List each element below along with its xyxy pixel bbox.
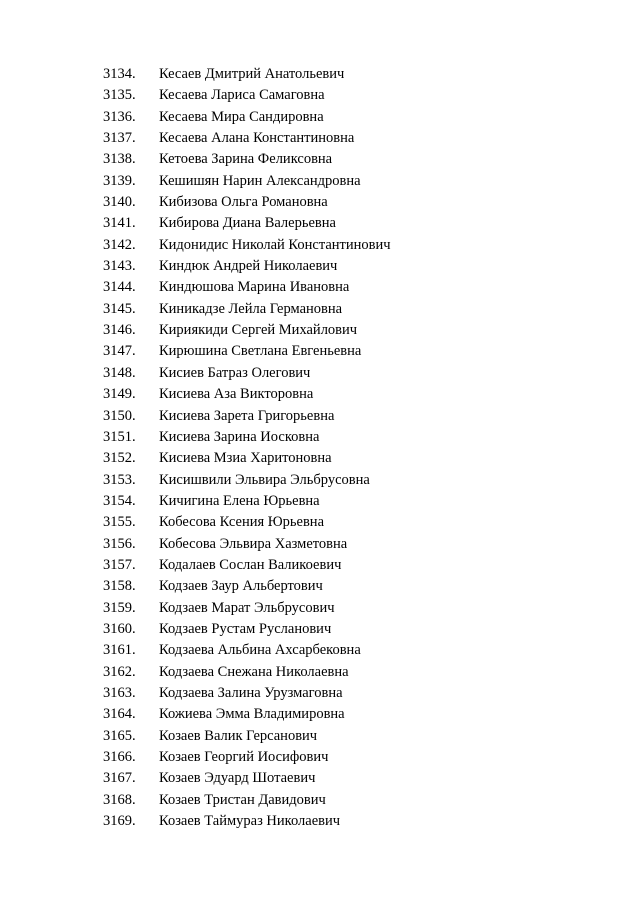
entry-number: 3155.: [103, 514, 136, 531]
entry-number: 3151.: [103, 428, 136, 445]
entry-name: Кодзаева Снежана Николаевна: [159, 663, 349, 680]
entry-name: Кибирова Диана Валерьевна: [159, 215, 336, 232]
list-item: [0, 341, 640, 362]
entry-name: Козаев Валик Герсанович: [159, 727, 318, 744]
entry-number: 3168.: [103, 791, 136, 808]
entry-number: 3138.: [103, 151, 136, 168]
entry-number: 3166.: [103, 749, 136, 765]
entry-number: 3139.: [103, 172, 136, 189]
entry-number: 3154.: [103, 492, 136, 509]
list-item: [0, 619, 640, 640]
entry-number: 3141.: [103, 215, 136, 232]
entry-number: 3143.: [103, 258, 136, 275]
entry-name: Кидонидис Николай Константинович: [159, 236, 391, 253]
entry-name: Кесаева Мира Сандировна: [159, 108, 324, 125]
list-item: [0, 790, 640, 811]
list-item: [0, 277, 640, 298]
entry-number: 3144.: [103, 279, 136, 296]
list-item: [0, 128, 640, 149]
entry-number: 3147.: [103, 343, 136, 360]
list-item: [0, 512, 640, 533]
entry-name: Козаев Эдуард Шотаевич: [159, 770, 316, 787]
entry-number: 3158.: [103, 578, 136, 595]
entry-number: 3142.: [103, 236, 136, 253]
list-item: [0, 171, 640, 192]
entry-name: Кодалаев Сослан Валикоевич: [159, 556, 342, 573]
name-list: [0, 64, 640, 832]
entry-name: Кожиева Эмма Владимировна: [159, 706, 345, 723]
entry-number: 3156.: [103, 535, 136, 552]
entry-name: Киникадзе Лейла Германовна: [159, 300, 343, 317]
entry-number: 3167.: [103, 770, 136, 787]
entry-name: Кодзаев Заур Альбертович: [159, 578, 323, 595]
list-item: [0, 299, 640, 320]
entry-number: 3134.: [103, 66, 136, 82]
entry-name: Кесаев Дмитрий Анатольевич: [159, 66, 345, 82]
entry-number: 3140.: [103, 194, 136, 211]
entry-name: Козаев Таймураз Николаевич: [159, 813, 341, 830]
entry-name: Кибизова Ольга Романовна: [159, 194, 328, 211]
entry-number: 3159.: [103, 599, 136, 616]
list-item: [0, 448, 640, 469]
list-item: [0, 555, 640, 576]
entry-name: Кисиева Зарета Григорьевна: [159, 407, 335, 424]
entry-name: Кобесова Эльвира Хазметовна: [159, 535, 348, 552]
entry-name: Кодзаев Марат Эльбрусович: [159, 599, 335, 616]
entry-name: Кисиева Зарина Иосковна: [159, 428, 320, 445]
entry-number: 3169.: [103, 813, 136, 830]
entry-number: 3135.: [103, 87, 136, 104]
entry-name: Кодзаев Рустам Русланович: [159, 620, 332, 637]
list-item: [0, 470, 640, 491]
entry-number: 3152.: [103, 450, 136, 467]
entry-name: Кисиева Аза Викторовна: [159, 386, 314, 403]
entry-name: Козаев Тристан Давидович: [159, 791, 326, 808]
list-item: [0, 811, 640, 832]
list-item: [0, 726, 640, 747]
entry-number: 3162.: [103, 663, 136, 680]
list-item: [0, 85, 640, 106]
entry-name: Кобесова Ксения Юрьевна: [159, 514, 325, 531]
entry-number: 3136.: [103, 108, 136, 125]
list-item: [0, 235, 640, 256]
list-item: [0, 768, 640, 789]
list-item: [0, 534, 640, 555]
entry-number: 3164.: [103, 706, 136, 723]
list-item: [0, 192, 640, 213]
entry-name: Кисишвили Эльвира Эльбрусовна: [159, 471, 370, 488]
list-item: [0, 662, 640, 683]
entry-number: 3161.: [103, 642, 136, 659]
entry-number: 3145.: [103, 300, 136, 317]
entry-name: Кодзаева Залина Урузмаговна: [159, 684, 343, 701]
entry-name: Козаев Георгий Иосифович: [159, 749, 329, 765]
list-item: [0, 576, 640, 597]
entry-name: Кириякиди Сергей Михайлович: [159, 322, 358, 339]
list-item: [0, 704, 640, 725]
entry-name: Кисиева Мзиа Харитоновна: [159, 450, 332, 467]
entry-name: Кесаева Алана Константиновна: [159, 130, 355, 147]
entry-name: Кесаева Лариса Самаговна: [159, 87, 325, 104]
list-item: [0, 320, 640, 341]
entry-name: Кирюшина Светлана Евгеньевна: [159, 343, 362, 360]
entry-number: 3149.: [103, 386, 136, 403]
list-item: [0, 406, 640, 427]
entry-number: 3148.: [103, 364, 136, 381]
entry-name: Кисиев Батраз Олегович: [159, 364, 311, 381]
entry-number: 3157.: [103, 556, 136, 573]
entry-name: Кичигина Елена Юрьевна: [159, 492, 320, 509]
list-item: [0, 747, 640, 768]
list-item: [0, 64, 640, 85]
entry-number: 3137.: [103, 130, 136, 147]
entry-number: 3150.: [103, 407, 136, 424]
entry-number: 3160.: [103, 620, 136, 637]
list-item: [0, 149, 640, 170]
entry-number: 3163.: [103, 684, 136, 701]
list-item: [0, 363, 640, 384]
entry-name: Кешишян Нарин Александровна: [159, 172, 361, 189]
entry-number: 3153.: [103, 471, 136, 488]
entry-name: Киндюк Андрей Николаевич: [159, 258, 338, 275]
list-item: [0, 683, 640, 704]
entry-name: Кодзаева Альбина Ахсарбековна: [159, 642, 361, 659]
list-item: [0, 256, 640, 277]
list-item: [0, 213, 640, 234]
entry-name: Кетоева Зарина Феликсовна: [159, 151, 333, 168]
list-item: [0, 107, 640, 128]
entry-number: 3146.: [103, 322, 136, 339]
entry-name: Киндюшова Марина Ивановна: [159, 279, 350, 296]
list-item: [0, 640, 640, 661]
list-item: [0, 598, 640, 619]
list-item: [0, 427, 640, 448]
list-item: [0, 491, 640, 512]
entry-number: 3165.: [103, 727, 136, 744]
list-item: [0, 384, 640, 405]
